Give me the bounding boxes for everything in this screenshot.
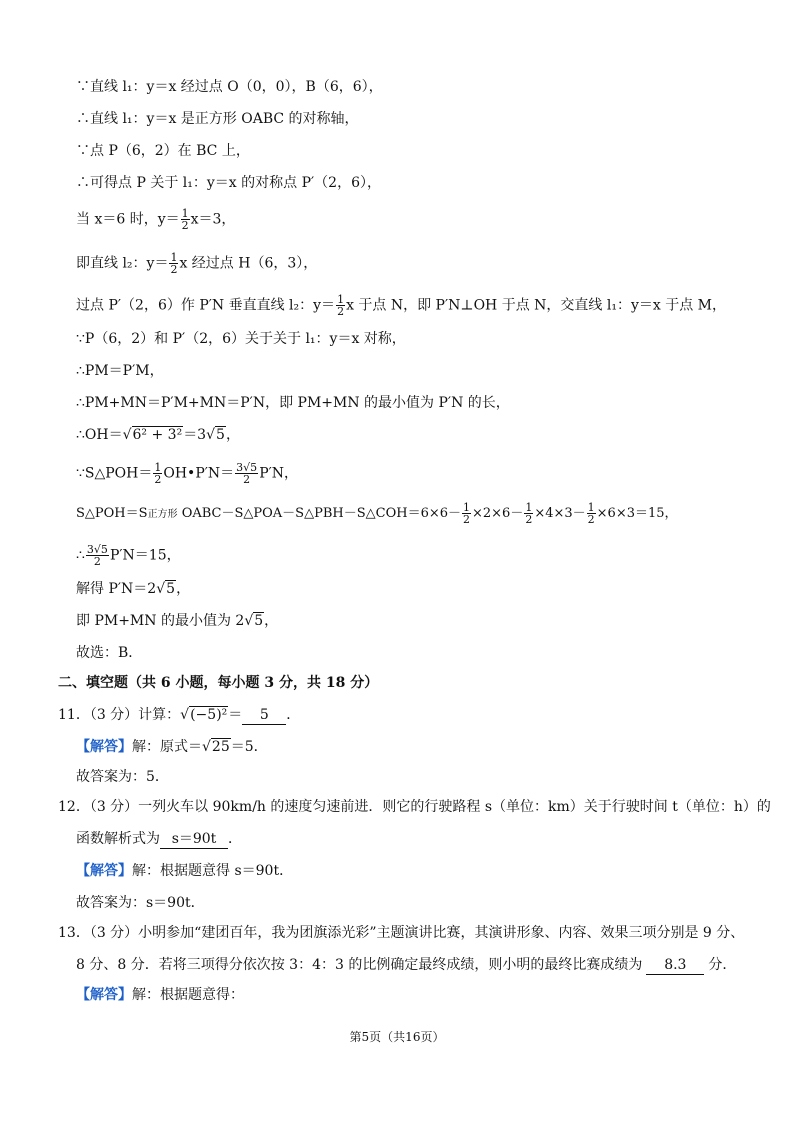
text: OH•P′N＝ (163, 465, 235, 482)
fraction-den: 2 (525, 513, 533, 526)
text: S△POH＝S (76, 506, 148, 521)
text: 解：根据题意得： (132, 987, 244, 1003)
answer-blank: s＝90t (160, 830, 228, 849)
text: P′N， (259, 465, 299, 482)
fraction (587, 502, 596, 525)
fraction (153, 462, 162, 485)
fraction-den: 2 (181, 219, 189, 232)
text: 即直线 l₂：y＝ (76, 255, 169, 272)
text: x＝3， (190, 211, 236, 228)
radicand: 5 (254, 613, 264, 629)
text-line: ∴直线 l₁：y＝x 是正方形 OABC 的对称轴， (76, 111, 359, 127)
text: ＝3 (183, 427, 207, 443)
radicand: 25 (211, 739, 230, 755)
text-line (76, 462, 298, 485)
fraction (169, 252, 178, 275)
answer-line: 故答案为：s＝90t． (76, 895, 205, 911)
text: ． (286, 707, 301, 723)
text: ×2×6－ (472, 506, 524, 521)
text: x 于点 N，即 P′N⊥OH 于点 N，交直线 l₁：y＝x 于点 M， (346, 297, 726, 314)
sqrt: √(−5)² (180, 707, 228, 723)
text-line: ∴PM+MN＝P′M+MN＝P′N，即 PM+MN 的最小值为 P′N 的长， (76, 395, 510, 411)
text: ∵S△POH＝ (76, 465, 153, 482)
text: ×6×3＝15， (596, 506, 678, 521)
text: 解：根据题意得 s＝90t． (132, 863, 294, 879)
radicand: 6² + 3² (132, 427, 183, 443)
solution-12 (76, 862, 293, 880)
fraction-den: 2 (463, 513, 470, 526)
answer-blank: 5 (242, 706, 286, 725)
solution-13 (76, 986, 244, 1004)
fraction-num: 1 (525, 501, 533, 514)
text: 11．（3 分）计算： (58, 707, 181, 723)
text-line: 故选：B． (76, 645, 143, 661)
sqrt: √25 (202, 739, 230, 755)
page-footer: 第5页（共16页） (349, 1030, 445, 1044)
text: ×4×3－ (534, 506, 586, 521)
sqrt: √5 (244, 613, 264, 629)
fraction (235, 462, 258, 485)
question-13-cont (76, 956, 736, 975)
question-12-cont (76, 830, 242, 849)
solution-tag: 【解答】 (76, 987, 132, 1003)
text-line (76, 294, 726, 317)
fraction-num: 1 (337, 293, 345, 306)
subscript: 正方形 (147, 509, 178, 520)
text-line: ∵P（6，2）和 P′（2，6）关于关于 l₁：y＝x 对称， (76, 331, 406, 347)
text-line (76, 208, 235, 231)
fraction-num: 1 (587, 501, 595, 514)
text: P′N＝15， (109, 547, 181, 564)
text: ＝ (228, 707, 243, 723)
fraction (336, 294, 345, 317)
radicand: 5 (166, 581, 176, 597)
fraction-den: 2 (337, 305, 345, 318)
question-11 (58, 706, 300, 725)
text: ， (264, 613, 279, 629)
text-line (76, 544, 181, 567)
fraction-num: 1 (170, 251, 178, 264)
text-line (76, 612, 278, 630)
text: 即 PM+MN 的最小值为 2 (76, 613, 245, 629)
radicand: (−5)² (190, 707, 228, 723)
text: ． (228, 831, 242, 847)
text-line (76, 580, 190, 598)
question-12: 12．（3 分）一列火车以 90km/h 的速度匀速前进．则它的行驶路程 s（单位：km）关于行驶时间 t（单位：h）的 (58, 799, 771, 815)
fraction (524, 502, 533, 525)
text-line (76, 502, 678, 525)
text: x 经过点 H（6，3）， (179, 255, 318, 272)
answer-blank: 8.3 (646, 956, 704, 975)
text-line: ∵直线 l₁：y＝x 经过点 O（0，0），B（6，6）， (76, 79, 383, 95)
fraction-den: 2 (93, 555, 101, 568)
text: 函数解析式为 (76, 831, 160, 847)
sqrt: √6² + 3² (122, 427, 183, 443)
fraction-den: 2 (243, 473, 251, 486)
text: OABC－S△POA－S△PBH－S△COH＝6×6－ (177, 506, 461, 521)
fraction-den: 2 (587, 513, 595, 526)
fraction (462, 502, 471, 525)
fraction-num: 1 (181, 207, 189, 220)
fraction-num: 1 (463, 501, 470, 514)
text-line: ∵点 P（6，2）在 BC 上， (76, 143, 250, 159)
radicand: 5 (216, 427, 225, 443)
text: ∴OH＝ (76, 427, 123, 443)
text: ， (176, 581, 191, 597)
text: 解得 P′N＝2 (76, 581, 157, 597)
text: ＝5． (230, 739, 268, 755)
fraction-den: 2 (154, 473, 162, 486)
text: 分． (708, 957, 737, 973)
text: 解：原式＝ (132, 739, 202, 755)
text-line: ∴可得点 P 关于 l₁：y＝x 的对称点 P′（2，6）， (76, 175, 381, 191)
fraction-den: 2 (170, 263, 178, 276)
section-heading: 二、填空题（共 6 小题，每小题 3 分，共 18 分） (58, 675, 379, 691)
text-line (76, 426, 240, 444)
text-line: ∴PM＝P′M， (76, 363, 164, 379)
text: ， (225, 427, 240, 443)
fraction-num: 1 (154, 461, 162, 474)
text: ∴ (76, 547, 85, 564)
solution-tag: 【解答】 (76, 863, 132, 879)
fraction (181, 208, 190, 231)
sqrt: √5 (206, 427, 225, 443)
solution-tag: 【解答】 (76, 739, 132, 755)
text: 当 x＝6 时，y＝ (76, 211, 180, 228)
question-13: 13．（3 分）小明参加“建团百年，我为团旗添光彩”主题演讲比赛，其演讲形象、内容、效果三项分别是 9 分、 (58, 925, 745, 941)
fraction-num: 3√5 (86, 543, 108, 556)
sqrt: √5 (156, 581, 176, 597)
fraction (86, 544, 109, 567)
fraction-num: 3√5 (236, 461, 258, 474)
solution-11 (76, 738, 268, 756)
text: 8 分、8 分．若将三项得分依次按 3：4：3 的比例确定最终成绩，则小明的最终比赛成绩为 (76, 957, 643, 973)
text-line (76, 252, 317, 275)
text: 过点 P′（2，6）作 P′N 垂直直线 l₂：y＝ (76, 297, 336, 314)
answer-line: 故答案为：5． (76, 769, 169, 785)
